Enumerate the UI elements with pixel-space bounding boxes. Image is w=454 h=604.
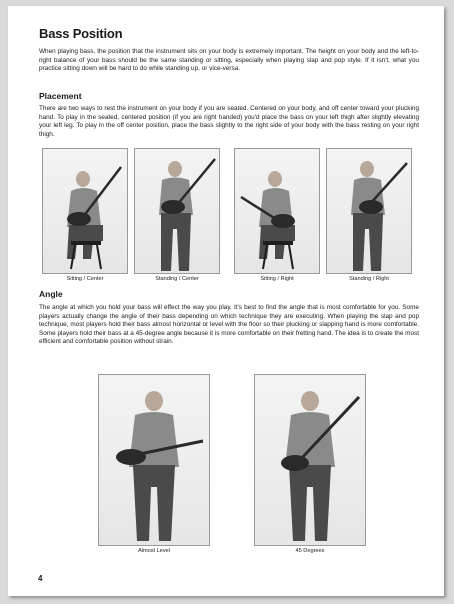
page-title: Bass Position xyxy=(39,26,123,41)
angle-paragraph: The angle at which you hold your bass will effect the way you play. It's best to find the angle that is most comfortable for you. Some players actually change the angle of their bass depending on which technique they are executing. When playing the slap and pop technique, most players hold their bass almost horizontal or level with the floor so their plucking or slapping hand is more comfortable. Some players hold their bass at a 45-degree angle because it is more comfortable on their fretting hand. The idea is to create the most efficient and comfortable position without strain. xyxy=(39,304,419,346)
placement-heading: Placement xyxy=(39,91,82,101)
photo-45-degrees xyxy=(254,374,366,546)
placement-paragraph: There are two ways to rest the instrument on your body if you are seated. Centered on your body, and off center toward your plucking hand. To play in the seated, centered position (if you are right handed) you'd place the bass on your left thigh after slightly elevating your left leg. To play in the off center position, place the bass slightly to the right side of your body with the bass resting on your right thigh. xyxy=(39,105,419,138)
angle-heading: Angle xyxy=(39,289,63,299)
photo-sitting-center xyxy=(42,148,128,274)
photo-sitting-right xyxy=(234,148,320,274)
caption-45-degrees: 45 Degrees xyxy=(295,548,325,554)
intro-paragraph: When playing bass, the position that the instrument sits on your body is extremely important. The height on your body and the left-to-right balance of your bass should be the same standing or sitting, especially when playing slap and pop style. If it isn't, what you practice sitting down will be hard to do while standing up, or vice-versa. xyxy=(39,48,419,73)
book-page xyxy=(8,6,444,596)
caption-sitting-center: Sitting / Center xyxy=(66,276,104,282)
caption-sitting-right: Sitting / Right xyxy=(260,276,294,282)
photo-standing-right xyxy=(326,148,412,274)
page-number: 4 xyxy=(38,574,43,583)
caption-standing-center: Standing / Center xyxy=(155,276,199,282)
caption-almost-level: Almost Level xyxy=(137,548,171,554)
photo-standing-center xyxy=(134,148,220,274)
caption-standing-right: Standing / Right xyxy=(349,276,389,282)
photo-almost-level xyxy=(98,374,210,546)
